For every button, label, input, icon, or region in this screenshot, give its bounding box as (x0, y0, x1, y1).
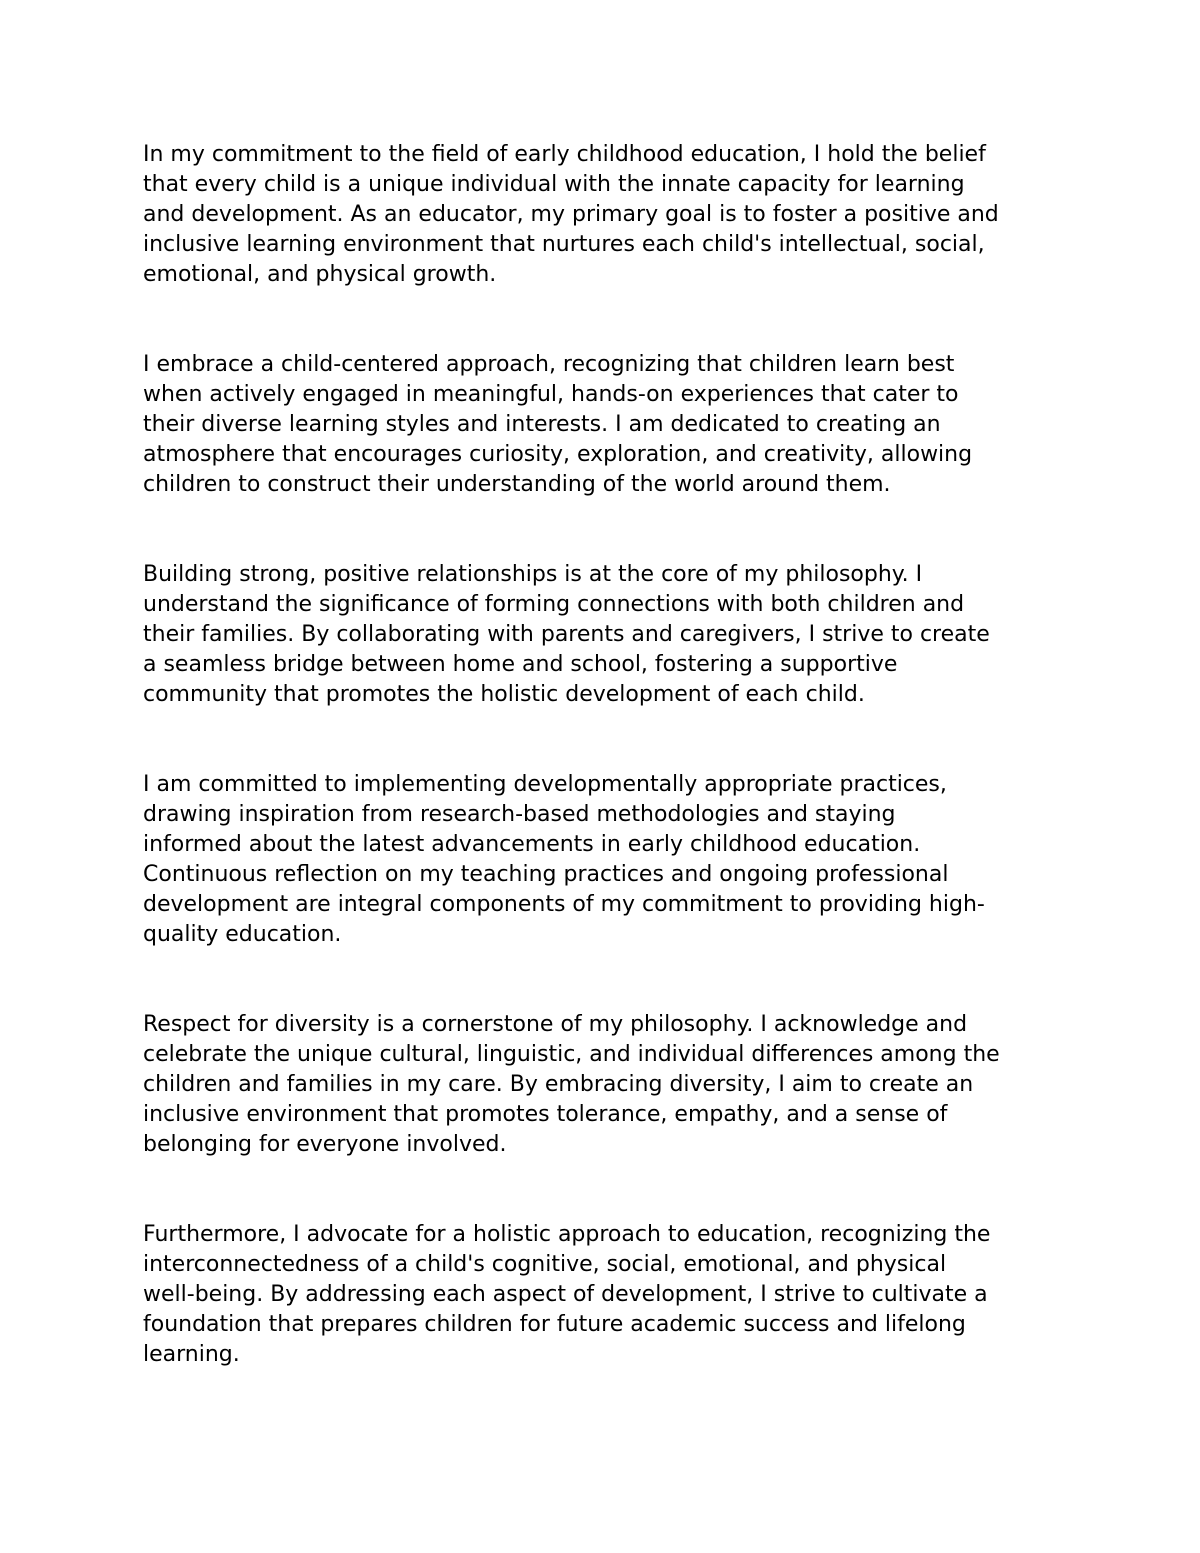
text-line: inclusive environment that promotes tolerance, empathy, and a sense of (143, 1102, 948, 1127)
paragraph-1 (143, 140, 1073, 290)
text-line: I embrace a child-centered approach, recognizing that children learn best (143, 352, 955, 377)
text-line: their diverse learning styles and interests. I am dedicated to creating an (143, 412, 941, 437)
text-line: belonging for everyone involved. (143, 1132, 507, 1157)
text-line: foundation that prepares children for future academic success and lifelong (143, 1312, 966, 1337)
text-line: community that promotes the holistic development of each child. (143, 682, 865, 707)
text-line: a seamless bridge between home and school, fostering a supportive (143, 652, 898, 677)
text-line: I am committed to implementing developmentally appropriate practices, (143, 772, 947, 797)
text-line: interconnectedness of a child's cognitive, social, emotional, and physical (143, 1252, 947, 1277)
paragraph-3 (143, 560, 1073, 710)
text-line: In my commitment to the field of early childhood education, I hold the belief (143, 142, 986, 167)
text-line: development are integral components of my commitment to providing high- (143, 892, 985, 917)
text-line: drawing inspiration from research-based methodologies and staying (143, 802, 896, 827)
document-body (143, 140, 1073, 1430)
text-line: Respect for diversity is a cornerstone of my philosophy. I acknowledge and (143, 1012, 968, 1037)
text-line: inclusive learning environment that nurtures each child's intellectual, social, (143, 232, 985, 257)
text-line: their families. By collaborating with parents and caregivers, I strive to create (143, 622, 990, 647)
text-line: and development. As an educator, my primary goal is to foster a positive and (143, 202, 999, 227)
text-line: informed about the latest advancements in early childhood education. (143, 832, 921, 857)
text-line: well-being. By addressing each aspect of development, I strive to cultivate a (143, 1282, 988, 1307)
text-line: learning. (143, 1342, 240, 1367)
text-line: that every child is a unique individual with the innate capacity for learning (143, 172, 965, 197)
paragraph-6 (143, 1220, 1073, 1370)
text-line: Continuous reflection on my teaching practices and ongoing professional (143, 862, 949, 887)
paragraph-4 (143, 770, 1073, 950)
text-line: when actively engaged in meaningful, hands-on experiences that cater to (143, 382, 959, 407)
text-line: children and families in my care. By embracing diversity, I aim to create an (143, 1072, 974, 1097)
text-line: children to construct their understanding of the world around them. (143, 472, 891, 497)
text-line: Furthermore, I advocate for a holistic approach to education, recognizing the (143, 1222, 991, 1247)
paragraph-2 (143, 350, 1073, 500)
text-line: atmosphere that encourages curiosity, exploration, and creativity, allowing (143, 442, 973, 467)
text-line: Building strong, positive relationships is at the core of my philosophy. I (143, 562, 923, 587)
text-line: understand the significance of forming connections with both children and (143, 592, 965, 617)
text-line: emotional, and physical growth. (143, 262, 497, 287)
text-line: celebrate the unique cultural, linguistic, and individual differences among the (143, 1042, 1000, 1067)
text-line: quality education. (143, 922, 342, 947)
paragraph-5 (143, 1010, 1073, 1160)
